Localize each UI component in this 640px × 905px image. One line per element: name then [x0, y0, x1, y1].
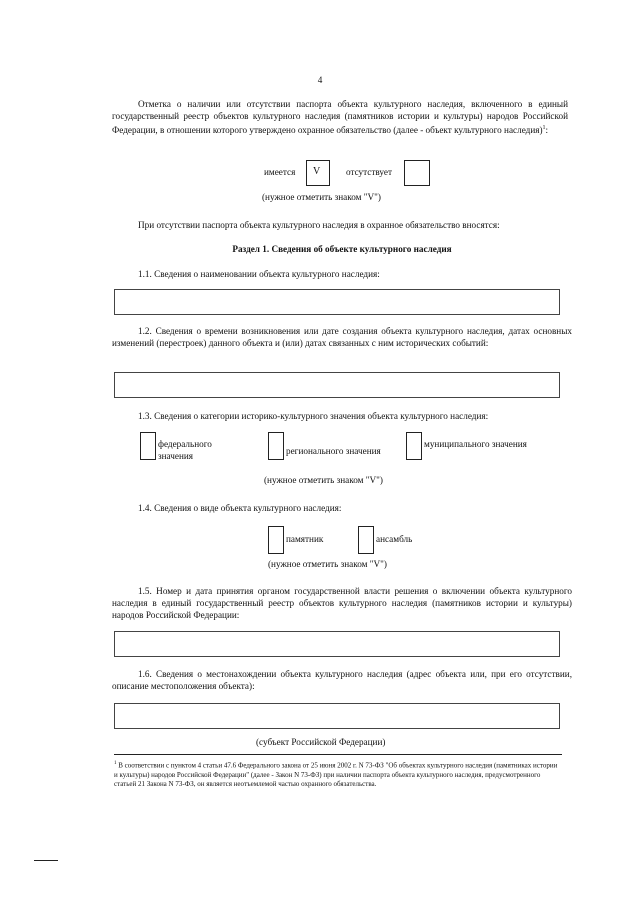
footnote-text: В соответствии с пунктом 4 статьи 47.6 Федерального закона от 25 июня 2002 г. N 73-ФЗ "Об объектах культурного наследия (памятниках истории и культуры) народов Российской Федерации" (далее - Закон N 73-ФЗ) при наличии паспорта объекта культурного наследия, предусмотренного статьей 21 Закона N 73-ФЗ, он является неотъемлемой частью охранного обязательства. [114, 761, 558, 788]
footnote [114, 759, 562, 789]
passport-hint: (нужное отметить знаком "V") [262, 192, 381, 202]
s1-6-location-field[interactable] [114, 703, 560, 729]
passport-has-checkbox[interactable] [306, 160, 330, 186]
s1-2-label: 1.2. Сведения о времени возникновения или дате создания объекта культурного наследия, датах основных изменений (перестроек) данного объекта и (или) датах связанных с ним исторических событий: [112, 326, 572, 349]
s1-3-municipal-checkbox[interactable] [406, 432, 422, 460]
s1-1-label: 1.1. Сведения о наименовании объекта культурного наследия: [138, 269, 380, 279]
s1-4-monument-label: памятник [286, 534, 324, 544]
intro-paragraph [112, 98, 568, 137]
footnote-separator [114, 754, 562, 755]
passport-has-label: имеется [264, 167, 296, 177]
s1-1-name-field[interactable] [114, 289, 560, 315]
s1-2-dates-field[interactable] [114, 372, 560, 398]
footnote-marker: 1 [114, 761, 117, 766]
s1-3-regional-label: регионального значения [286, 446, 381, 456]
passport-absent-checkbox[interactable] [404, 160, 430, 186]
s1-5-decision-field[interactable] [114, 631, 560, 657]
section-title: Раздел 1. Сведения об объекте культурного наследия [232, 244, 452, 254]
s1-6-label: 1.6. Сведения о местонахождении объекта культурного наследия (адрес объекта или, при его отсутствии, описание местоположения объекта): [112, 669, 572, 692]
s1-3-federal-checkbox[interactable] [140, 432, 156, 460]
passport-has-mark: V [313, 166, 321, 177]
no-passport-text: При отсутствии паспорта объекта культурного наследия в охранное обязательство вносятся: [138, 220, 500, 230]
s1-5-label: 1.5. Номер и дата принятия органом государственной власти решения о включении объекта культурного наследия в единый государственный реестр объектов культурного наследия (памятников истории и культуры) народов Российской Федерации: [112, 586, 572, 621]
page-number: 4 [317, 75, 323, 85]
intro-footnote-ref: 1 [542, 125, 546, 132]
s1-4-monument-checkbox[interactable] [268, 526, 284, 554]
s1-3-hint: (нужное отметить знаком "V") [264, 475, 383, 485]
s1-4-ensemble-checkbox[interactable] [358, 526, 374, 554]
s1-6-caption: (субъект Российской Федерации) [256, 737, 386, 747]
s1-3-federal-label: федерального значения [158, 439, 212, 462]
s1-4-ensemble-label: ансамбль [376, 534, 413, 544]
s1-4-hint: (нужное отметить знаком "V") [268, 559, 387, 569]
passport-absent-label: отсутствует [346, 167, 392, 177]
s1-4-label: 1.4. Сведения о виде объекта культурного наследия: [138, 503, 342, 513]
s1-3-regional-checkbox[interactable] [268, 432, 284, 460]
s1-3-label: 1.3. Сведения о категории историко-культурного значения объекта культурного наследия: [138, 411, 489, 421]
intro-tail: : [545, 125, 549, 136]
page-edge-mark [34, 860, 58, 861]
intro-text: Отметка о наличии или отсутствии паспорта объекта культурного наследия, включенного в единый государственный реестр объектов культурного наследия (памятников истории и культуры) народов Российской Федерации, в отношении которого утверждено охранное обязательство (далее - объект культурного наследия) [112, 99, 568, 136]
s1-3-municipal-label: муниципального значения [424, 439, 527, 449]
